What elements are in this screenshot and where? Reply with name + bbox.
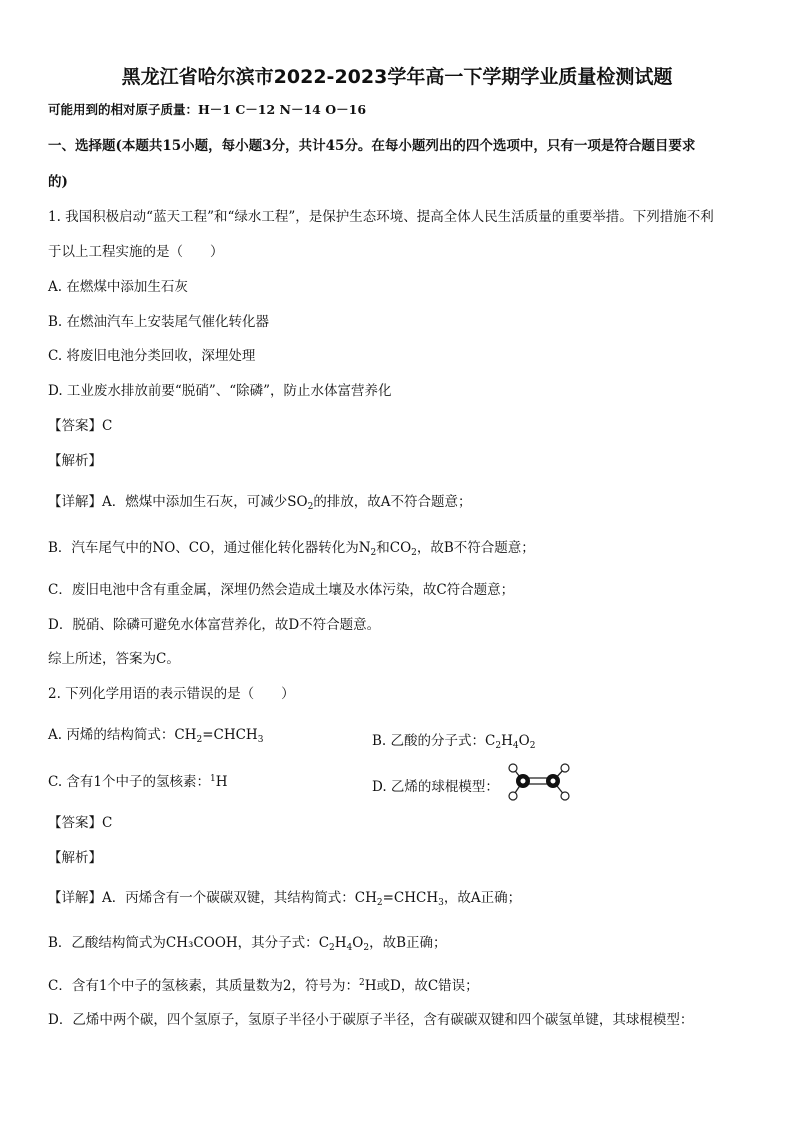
- q1-option-c: C. 将废旧电池分类回收，深埋处理: [48, 348, 256, 364]
- q2-option-c: C. 含有1个中子的氢核素：$^1$H: [48, 774, 228, 790]
- q1-stem-line1: 1. 我国积极启动“蓝天工程”和“绿水工程”，是保护生态环境、提高全体人民生活质量的重要举措。下列措施不利: [48, 209, 714, 225]
- atomic-masses: 可能用到的相对原子质量：H－1 C－12 N－14 O－16: [48, 102, 367, 117]
- q1-detail-c: C．废旧电池中含有重金属，深埋仍然会造成土壤及水体污染，故C符合题意；: [48, 582, 515, 598]
- q2-detail-d: D．乙烯中两个碳，四个氢原子，氢原子半径小于碳原子半径，含有碳碳双键和四个碳氢单键，其球棍模型：: [48, 1012, 694, 1028]
- q1-stem-line2: 于以上工程实施的是（ ）: [48, 244, 224, 260]
- q1-analysis-label: 【解析】: [48, 453, 102, 469]
- section-heading-line2: 的): [48, 174, 68, 190]
- q2-detail-c: C．含有1个中子的氢核素，其质量数为2，符号为：$^2$H或D，故C错误；: [48, 978, 479, 994]
- q1-option-a: A. 在燃煤中添加生石灰: [48, 279, 188, 295]
- q2-option-b: B. 乙酸的分子式：$C_2H_4O_2$: [372, 733, 536, 751]
- q1-detail-d: D．脱硝、除磷可避免水体富营养化，故D不符合题意。: [48, 617, 381, 633]
- q2-option-a: A. 丙烯的结构简式：$CH_2=CHCH_3$: [48, 727, 264, 745]
- q1-detail-a: 【详解】A．燃煤中添加生石灰，可减少$SO_2$的排放，故A不符合题意；: [48, 494, 472, 512]
- q2-analysis-label: 【解析】: [48, 850, 102, 866]
- section-heading-line1: 一、选择题(本题共15小题，每小题3分，共计45分。在每小题列出的四个选项中，只有一项是符合题目要求: [48, 138, 696, 154]
- q1-detail-b: B．汽车尾气中的NO、CO，通过催化转化器转化为$N_2$和$CO_2$，故B不符合题意；: [48, 540, 535, 558]
- q2-answer: 【答案】C: [48, 815, 113, 831]
- q2-stem: 2. 下列化学用语的表示错误的是（ ）: [48, 686, 295, 702]
- page-title: 黑龙江省哈尔滨市2022-2023学年高一下学期学业质量检测试题: [121, 66, 673, 88]
- q2-option-d: D. 乙烯的球棍模型：: [372, 779, 499, 795]
- q2-detail-a: 【详解】A．丙烯含有一个碳碳双键，其结构简式：$CH_2=CHCH_3$，故A正确；: [48, 890, 522, 908]
- q1-option-d: D. 工业废水排放前要“脱硝”、“除磷”，防止水体富营养化: [48, 383, 392, 399]
- q1-option-b: B. 在燃油汽车上安装尾气催化转化器: [48, 314, 270, 330]
- q1-answer: 【答案】C: [48, 418, 113, 434]
- ethylene-ball-stick-model: [505, 760, 575, 804]
- q2-detail-b: B．乙酸结构简式为CH₃COOH，其分子式：$C_2H_4O_2$，故B正确；: [48, 935, 447, 953]
- q1-summary: 综上所述，答案为C。: [48, 651, 180, 667]
